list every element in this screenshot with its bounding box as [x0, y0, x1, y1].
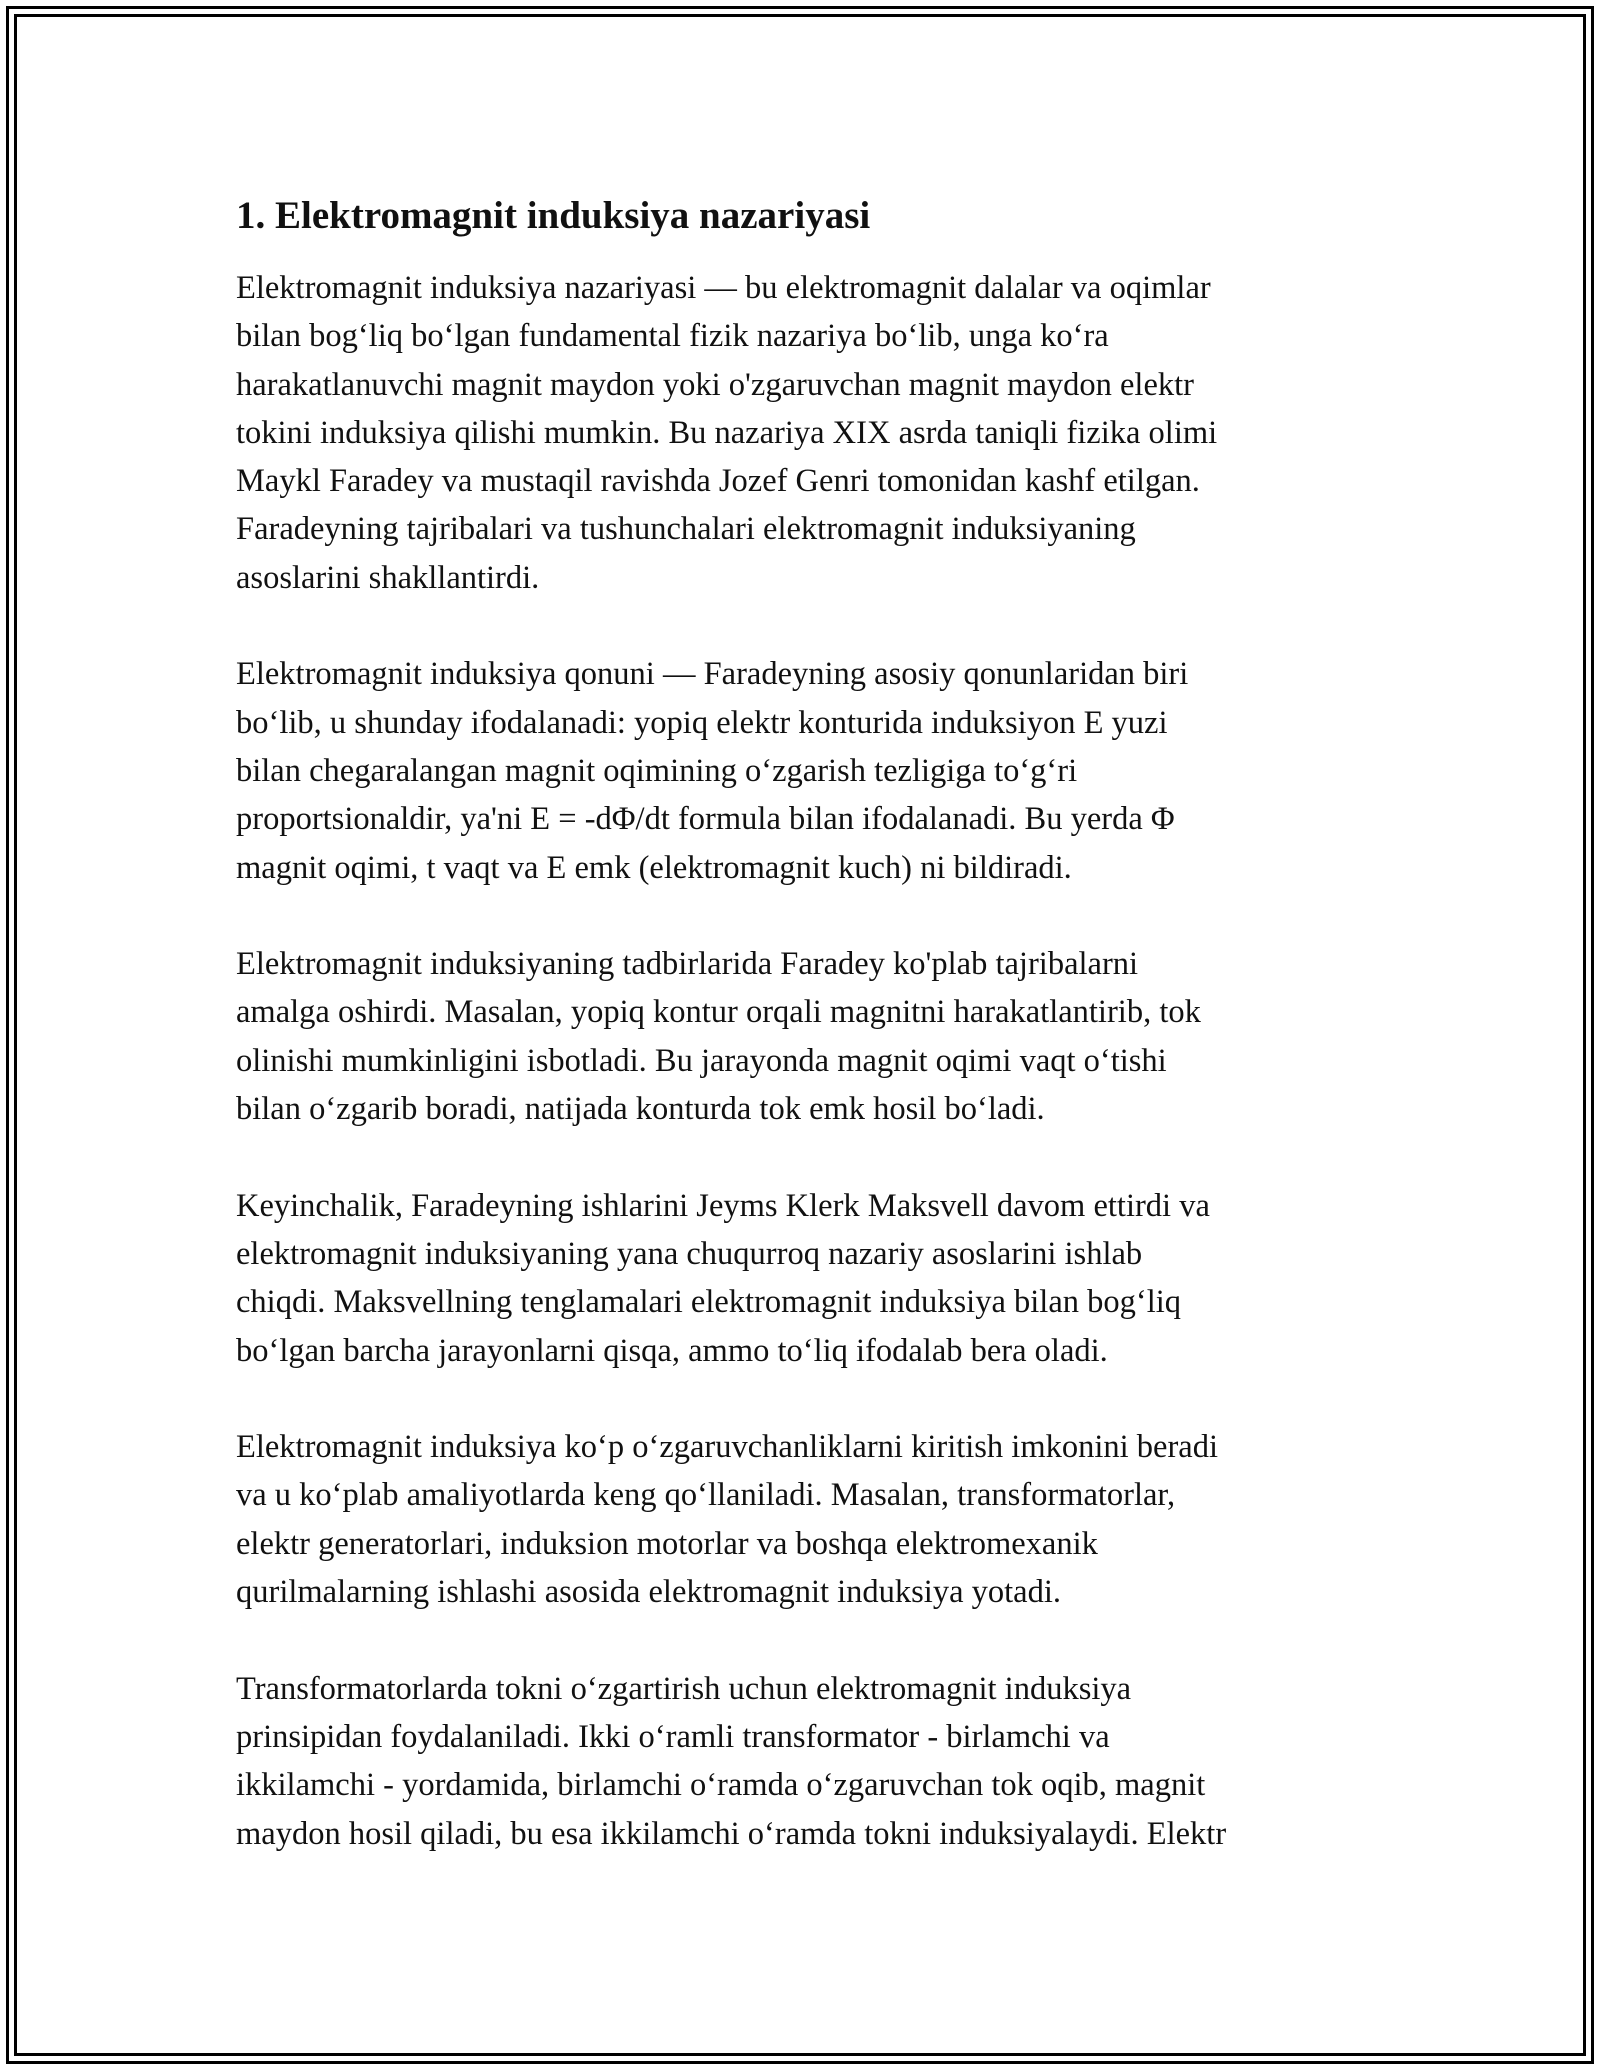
paragraph-5: Elektromagnit induksiya ko‘p o‘zgaruvchanliklarni kiritish imkonini beradi va u ko‘plab amaliyotlarda keng qo‘llaniladi. Masalan, transformatorlar, elektr generatorlari, induksion motorlar va boshqa elektromexanik qurilmalarning ishlashi asosida elektromagnit induksiya yotadi.: [236, 1429, 1218, 1611]
paragraph-4: Keyinchalik, Faradeyning ishlarini Jeyms Klerk Maksvell davom ettirdi va elektromagnit induksiyaning yana chuqurroq nazariy asoslarini ishlab chiqdi. Maksvellning tenglamalari elektromagnit induksiya bilan bog‘liq bo‘lgan barcha jarayonlarni qisqa, ammo to‘liq ifodalab bera oladi.: [236, 1187, 1210, 1369]
section-heading: 1. Elektromagnit induksiya nazariyasi: [236, 194, 871, 237]
document-content: [236, 190, 1371, 1906]
paragraph-6: Transformatorlarda tokni o‘zgartirish uchun elektromagnit induksiya prinsipidan foydalaniladi. Ikki o‘ramli transformator - birlamchi va ikkilamchi - yordamida, birlamchi o‘ramda o‘zgaruvchan tok oqib, magnit maydon hosil qiladi, bu esa ikkilamchi o‘ramda tokni induksiyalaydi. Elektr: [236, 1670, 1227, 1852]
paragraph-2: Elektromagnit induksiya qonuni — Faradeyning asosiy qonunlaridan biri bo‘lib, u shunday ifodalanadi: yopiq elektr konturida induksiyon E yuzi bilan chegaralangan magnit oqimining o‘zgarish tezligiga to‘g‘ri proportsionaldir, ya'ni E = -dΦ/dt formula bilan ifodalanadi. Bu yerda Φ magnit oqimi, t vaqt va E emk (elektromagnit kuch) ni bildiradi.: [236, 656, 1189, 886]
paragraph-3: Elektromagnit induksiyaning tadbirlarida Faradey ko'plab tajribalarni amalga oshirdi. Masalan, yopiq kontur orqali magnitni harakatlantirib, tok olinishi mumkinligini isbotladi. Bu jarayonda magnit oqimi vaqt o‘tishi bilan o‘zgarib boradi, natijada konturda tok emk hosil bo‘ladi.: [236, 946, 1201, 1128]
paragraph-1: Elektromagnit induksiya nazariyasi — bu elektromagnit dalalar va oqimlar bilan bog‘liq bo‘lgan fundamental fizik nazariya bo‘lib, unga ko‘ra harakatlanuvchi magnit maydon yoki o'zgaruvchan magnit maydon elektr tokini induksiya qilishi mumkin. Bu nazariya XIX asrda taniqli fizika olimi Maykl Faradey va mustaqil ravishda Jozef Genri tomonidan kashf etilgan. Faradeyning tajribalari va tushunchalari elektromagnit induksiyaning asoslarini shakllantirdi.: [236, 270, 1218, 596]
